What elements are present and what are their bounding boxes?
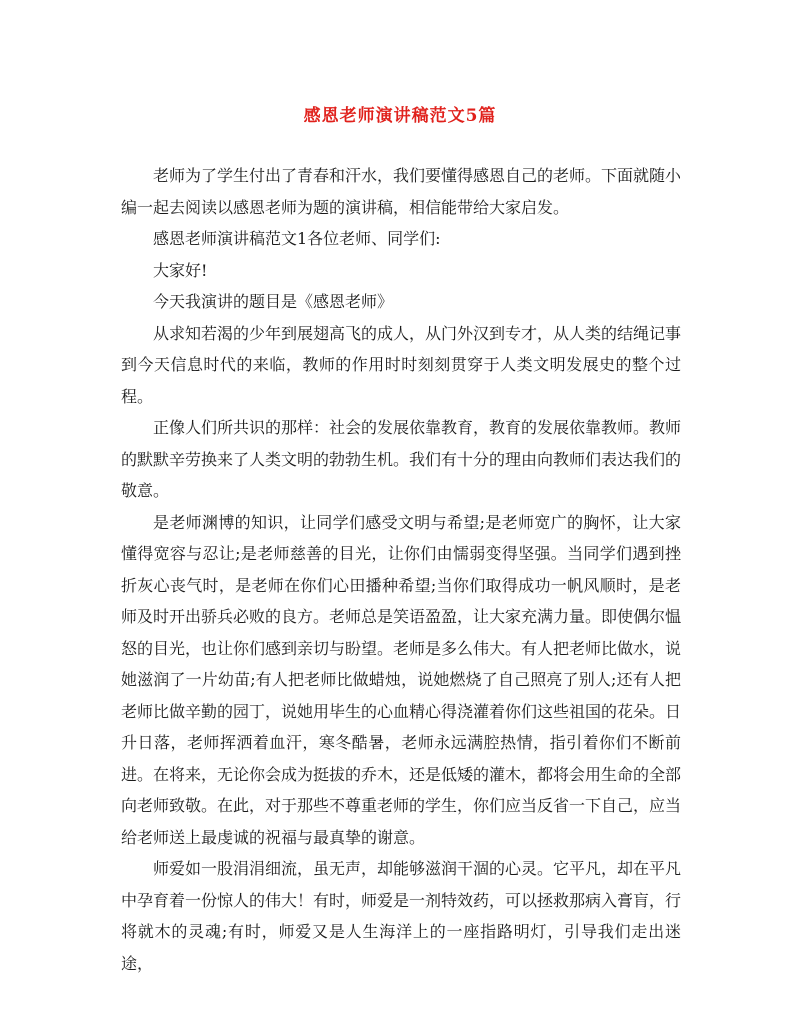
document-body	[121, 160, 681, 979]
paragraph-topic: 今天我演讲的题目是《感恩老师》	[153, 292, 394, 311]
paragraph-greeting: 大家好!	[153, 260, 208, 280]
paragraph-history: 从求知若渴的少年到展翅高飞的成人，从门外汉到专才，从人类的结绳记事到今天信息时代的来临，教师的作用时时刻刻贯穿于人类文明发展史的整个过程。	[121, 323, 682, 406]
document-title: 感恩老师演讲稿范文5篇	[303, 106, 497, 126]
paragraph-teacher-love: 师爱如一股涓涓细流，虽无声，却能够滋润干涸的心灵。它平凡，却在平凡中孕育着一份惊人的伟大！有时，师爱是一剂特效药，可以拯救那病入膏肓，行将就木的灵魂;有时，师爱又是人生海洋上的一座指路明灯，引导我们走出迷途，	[121, 859, 682, 973]
paragraph-teacher-praise: 是老师渊博的知识，让同学们感受文明与希望;是老师宽广的胸怀，让大家懂得宽容与忍让;是老师慈善的目光，让你们由懦弱变得坚强。当同学们遇到挫折灰心丧气时，是老师在你们心田播种希望;当你们取得成功一帆风顺时，是老师及时开出骄兵必败的良方。老师总是笑语盈盈，让大家充满力量。即使偶尔愠怒的目光，也让你们感到亲切与盼望。老师是多么伟大。有人把老师比做水，说她滋润了一片幼苗;有人把老师比做蜡烛，说她燃烧了自己照亮了别人;还有人把老师比做辛勤的园丁，说她用毕生的心血精心得浇灌着你们这些祖国的花朵。日升日落，老师挥洒着血汗，寒冬酷暑，老师永远满腔热情，指引着你们不断前进。在将来，无论你会成为挺拔的乔木，还是低矮的灌木，都将会用生命的全部向老师致敬。在此，对于那些不尊重老师的学生，你们应当反省一下自己，应当给老师送上最虔诚的祝福与最真挚的谢意。	[121, 512, 682, 847]
paragraph-intro: 老师为了学生付出了青春和汗水，我们要懂得感恩自己的老师。下面就随小编一起去阅读以感恩老师为题的演讲稿，相信能带给大家启发。	[121, 166, 682, 217]
paragraph-speech-heading: 感恩老师演讲稿范文1各位老师、同学们:	[153, 229, 441, 248]
paragraph-consensus: 正像人们所共识的那样：社会的发展依靠教育，教育的发展依靠教师。教师的默默辛劳换来了人类文明的勃勃生机。我们有十分的理由向教师们表达我们的敬意。	[121, 418, 682, 500]
